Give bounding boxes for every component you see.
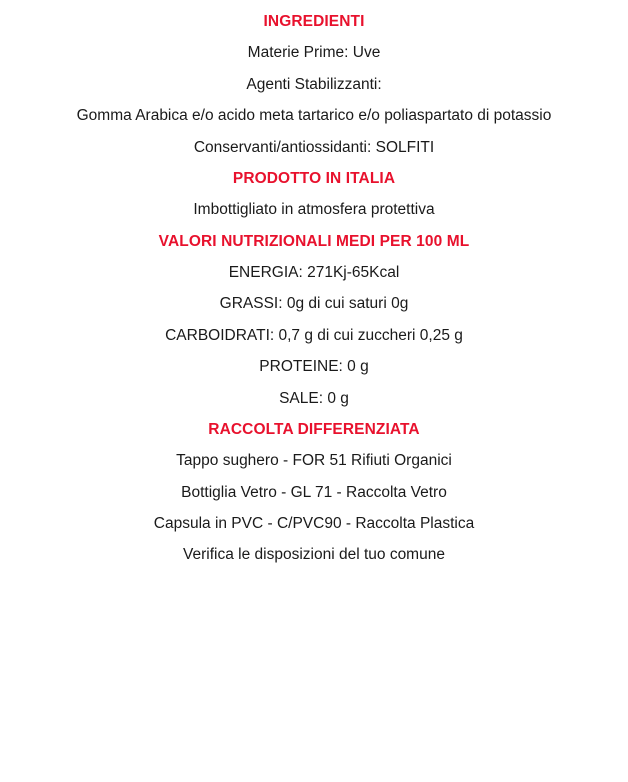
origin-heading: PRODOTTO IN ITALIA bbox=[232, 169, 396, 187]
bottling-line: Imbottigliato in atmosfera protettiva bbox=[193, 201, 435, 219]
recycling-cork: Tappo sughero - FOR 51 Rifiuti Organici bbox=[176, 452, 452, 470]
raw-materials-line: Materie Prime: Uve bbox=[247, 44, 381, 62]
recycling-capsule: Capsula in PVC - C/PVC90 - Raccolta Plastica bbox=[153, 515, 475, 532]
nutrition-protein: PROTEINE: 0 g bbox=[259, 358, 369, 376]
stabilizers-detail: Gomma Arabica e/o acido meta tartarico e/o poliaspartato di potassio bbox=[76, 107, 552, 125]
nutrition-salt: SALE: 0 g bbox=[279, 389, 349, 407]
nutrition-heading: VALORI NUTRIZIONALI MEDI PER 100 ML bbox=[158, 232, 470, 250]
nutrition-carbs: CARBOIDRATI: 0,7 g di cui zuccheri 0,25 g bbox=[165, 326, 463, 344]
recycling-heading: RACCOLTA DIFFERENZIATA bbox=[208, 420, 420, 438]
nutrition-energy: ENERGIA: 271Kj-65Kcal bbox=[228, 264, 400, 281]
nutrition-fat: GRASSI: 0g di cui saturi 0g bbox=[219, 295, 409, 313]
recycling-note: Verifica le disposizioni del tuo comune bbox=[183, 546, 445, 564]
ingredients-heading: INGREDIENTI bbox=[263, 13, 365, 30]
stabilizers-label: Agenti Stabilizzanti: bbox=[246, 75, 382, 93]
preservatives-line: Conservanti/antiossidanti: SOLFITI bbox=[193, 138, 435, 156]
recycling-glass: Bottiglia Vetro - GL 71 - Raccolta Vetro bbox=[181, 483, 447, 501]
